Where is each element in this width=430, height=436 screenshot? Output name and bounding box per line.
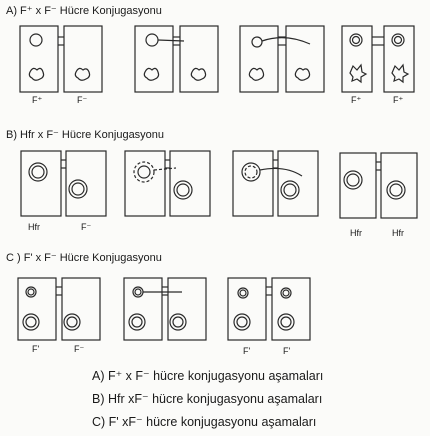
label-c1-right: F⁻ bbox=[74, 344, 85, 354]
label-c1-left: F' bbox=[32, 344, 40, 354]
cell-a3-left bbox=[240, 26, 278, 92]
stage-b2 bbox=[125, 151, 210, 216]
label-a4-left: F⁺ bbox=[351, 95, 362, 105]
cell-b3-left bbox=[233, 151, 273, 216]
cell-b2-left bbox=[125, 151, 165, 216]
cell-c3-right bbox=[272, 278, 310, 340]
cell-a2-right bbox=[180, 26, 218, 92]
cell-c3-left bbox=[228, 278, 266, 340]
cell-a4-right bbox=[384, 26, 414, 92]
cell-b1-right bbox=[66, 151, 106, 216]
stage-c2 bbox=[124, 278, 206, 340]
section-title-b: B) Hfr x F⁻ Hücre Konjugasyonu bbox=[6, 129, 165, 141]
cell-a1-left bbox=[20, 26, 58, 92]
label-b4-right: Hfr bbox=[392, 228, 404, 238]
label-a4-right: F⁺ bbox=[393, 95, 404, 105]
chromosome-a1-right bbox=[75, 68, 89, 80]
stage-c3 bbox=[228, 278, 310, 340]
label-b4-left: Hfr bbox=[350, 228, 362, 238]
stage-a1 bbox=[20, 26, 102, 92]
plasmid-a4-left bbox=[350, 34, 362, 46]
label-b1-right: F⁻ bbox=[81, 222, 92, 232]
cell-a4-left bbox=[342, 26, 372, 92]
legend-c: C) F' xF⁻ hücre konjugasyonu aşamaları bbox=[92, 415, 317, 429]
stage-a3 bbox=[240, 26, 324, 92]
cell-a3-right bbox=[286, 26, 324, 92]
stage-a2 bbox=[135, 26, 218, 92]
legend-b: B) Hfr xF⁻ hücre konjugasyonu aşamaları bbox=[92, 392, 323, 406]
label-b1-left: Hfr bbox=[28, 222, 40, 232]
dna-strand-b3 bbox=[260, 168, 302, 176]
stage-c1 bbox=[18, 278, 100, 340]
label-c3-right: F' bbox=[283, 346, 291, 356]
cell-c1-left bbox=[18, 278, 56, 340]
stage-b1 bbox=[21, 151, 106, 216]
plasmid-a4-right bbox=[392, 34, 404, 46]
plasmid-a3 bbox=[252, 37, 262, 47]
stage-b4 bbox=[340, 153, 417, 218]
cell-c2-right bbox=[168, 278, 206, 340]
chromosome-a1-left bbox=[29, 68, 43, 80]
cell-a1-right bbox=[64, 26, 102, 92]
cell-c1-right bbox=[62, 278, 100, 340]
plasmid-a1 bbox=[30, 34, 42, 46]
chromosome-b2-left bbox=[134, 162, 154, 182]
label-a1-left: F⁺ bbox=[32, 95, 43, 105]
stage-b3 bbox=[233, 151, 318, 216]
stage-a4 bbox=[342, 26, 414, 92]
label-c3-left: F' bbox=[243, 346, 251, 356]
legend-a: A) F⁺ x F⁻ hücre konjugasyonu aşamaları bbox=[92, 369, 324, 383]
plasmid-a2 bbox=[146, 34, 158, 46]
label-a1-right: F⁻ bbox=[77, 95, 88, 105]
cell-c2-left bbox=[124, 278, 162, 340]
section-title-a: A) F⁺ x F⁻ Hücre Konjugasyonu bbox=[6, 5, 162, 17]
cell-a2-left bbox=[135, 26, 173, 92]
cell-b1-left bbox=[21, 151, 61, 216]
section-title-c: C ) F' x F⁻ Hücre Konjugasyonu bbox=[6, 252, 162, 264]
